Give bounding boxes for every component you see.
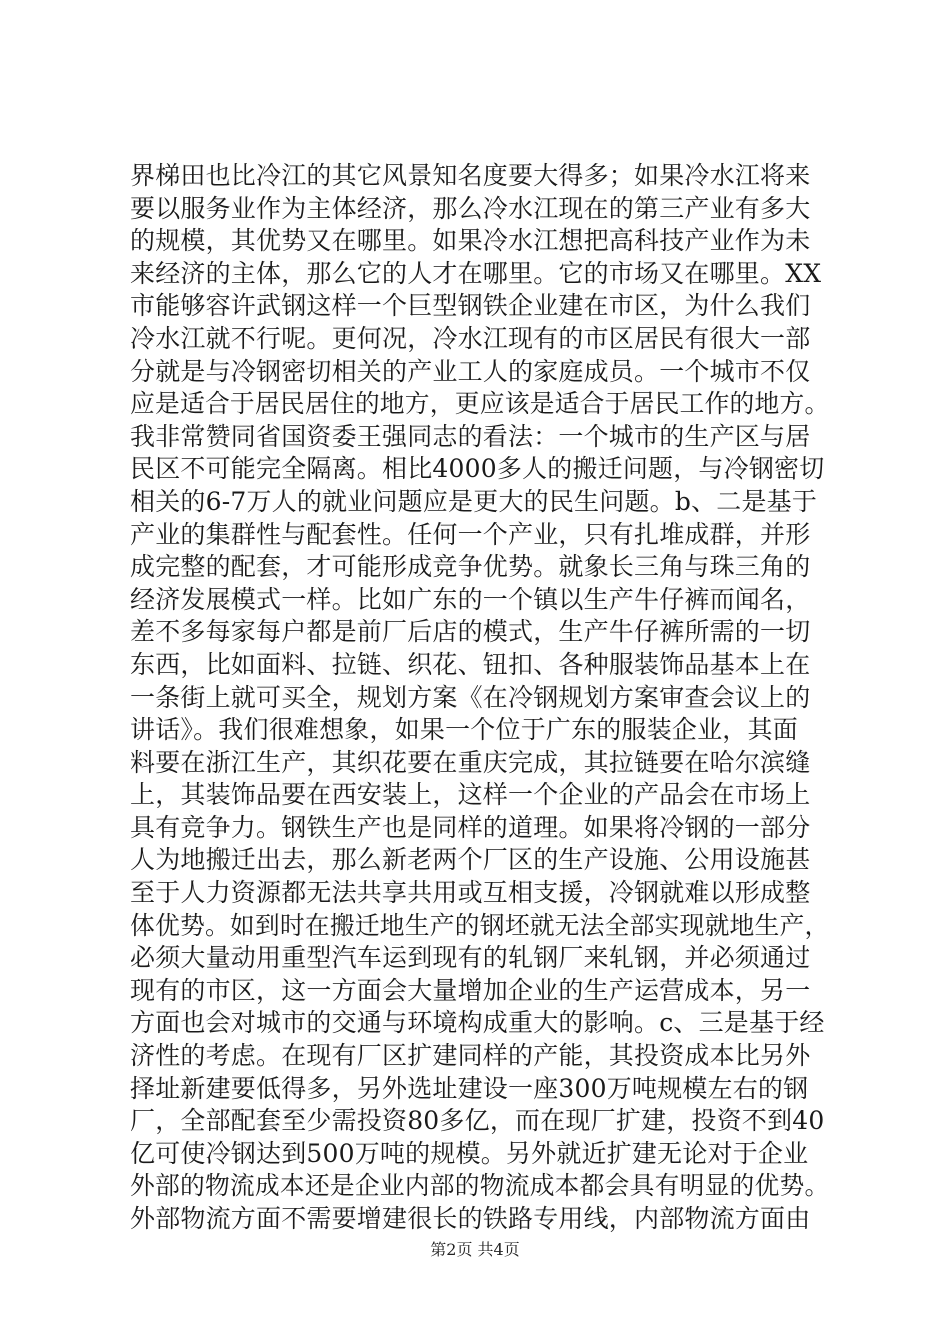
text-line: 具有竞争力。钢铁生产也是同样的道理。如果将冷钢的一部分 (130, 812, 811, 842)
text-line: 分就是与冷钢密切相关的产业工人的家庭成员。一个城市不仅 (130, 356, 811, 386)
text-line: 体优势。如到时在搬迁地生产的钢坯就无法全部实现就地生产， (130, 910, 830, 940)
body-text (130, 160, 830, 1236)
text-line: 人为地搬迁出去，那么新老两个厂区的生产设施、公用设施甚 (130, 845, 811, 875)
text-line: 我非常赞同省国资委王强同志的看法：一个城市的生产区与居 (130, 421, 811, 451)
text-line: 冷水江就不行呢。更何况，冷水江现有的市区居民有很大一部 (130, 323, 811, 353)
text-line: 外部物流方面不需要增建很长的铁路专用线，内部物流方面由 (130, 1204, 811, 1233)
text-line: 产业的集群性与配套性。任何一个产业，只有扎堆成群，并形 (130, 519, 811, 549)
text-line: 上，其装饰品要在西安装上，这样一个企业的产品会在市场上 (130, 780, 811, 810)
text-line: 择址新建要低得多，另外选址建设一座300万吨规模左右的钢 (130, 1073, 809, 1103)
text-line: 市能够容许武钢这样一个巨型钢铁企业建在市区，为什么我们 (130, 291, 811, 321)
text-line: 方面也会对城市的交通与环境构成重大的影响。c、三是基于经 (130, 1008, 825, 1038)
text-line: 界梯田也比冷江的其它风景知名度要大得多；如果冷水江将来 (130, 161, 811, 190)
text-line: 亿可使冷钢达到500万吨的规模。另外就近扩建无论对于企业 (130, 1138, 809, 1168)
page-footer: 第2页 共4页 (430, 1240, 520, 1259)
text-line: 一条街上就可买全，规划方案《在冷钢规划方案审查会议上的 (130, 682, 811, 712)
text-line: 经济发展模式一样。比如广东的一个镇以生产牛仔裤而闻名， (130, 584, 811, 614)
text-line: 来经济的主体，那么它的人才在哪里。它的市场又在哪里。XX (130, 258, 822, 288)
text-line: 差不多每家每户都是前厂后店的模式，生产牛仔裤所需的一切 (130, 617, 811, 647)
text-line: 厂，全部配套至少需投资80多亿，而在现厂扩建，投资不到40 (130, 1106, 825, 1136)
text-line: 成完整的配套，才可能形成竞争优势。就象长三角与珠三角的 (130, 552, 811, 582)
text-line: 要以服务业作为主体经济，那么冷水江现在的第三产业有多大 (130, 193, 811, 223)
text-line: 济性的考虑。在现有厂区扩建同样的产能，其投资成本比另外 (130, 1041, 811, 1071)
text-line: 相关的6-7万人的就业问题应是更大的民生问题。b、二是基于 (130, 486, 818, 516)
text-line: 至于人力资源都无法共享共用或互相支援，冷钢就难以形成整 (130, 878, 811, 908)
text-line: 外部的物流成本还是企业内部的物流成本都会具有明显的优势。 (130, 1171, 830, 1201)
text-line: 料要在浙江生产，其织花要在重庆完成，其拉链要在哈尔滨缝 (130, 747, 811, 777)
text-line: 的规模，其优势又在哪里。如果冷水江想把高科技产业作为未 (130, 226, 811, 256)
text-line: 必须大量动用重型汽车运到现有的轧钢厂来轧钢，并必须通过 (130, 943, 811, 973)
text-line: 现有的市区，这一方面会大量增加企业的生产运营成本，另一 (130, 975, 811, 1005)
text-line: 东西，比如面料、拉链、织花、钮扣、各种服装饰品基本上在 (130, 649, 811, 679)
text-line: 讲话》。我们很难想象，如果一个位于广东的服装企业，其面 (130, 715, 798, 745)
text-line: 民区不可能完全隔离。相比4000多人的搬迁问题，与冷钢密切 (130, 454, 825, 484)
text-line: 应是适合于居民居住的地方，更应该是适合于居民工作的地方。 (130, 389, 830, 419)
